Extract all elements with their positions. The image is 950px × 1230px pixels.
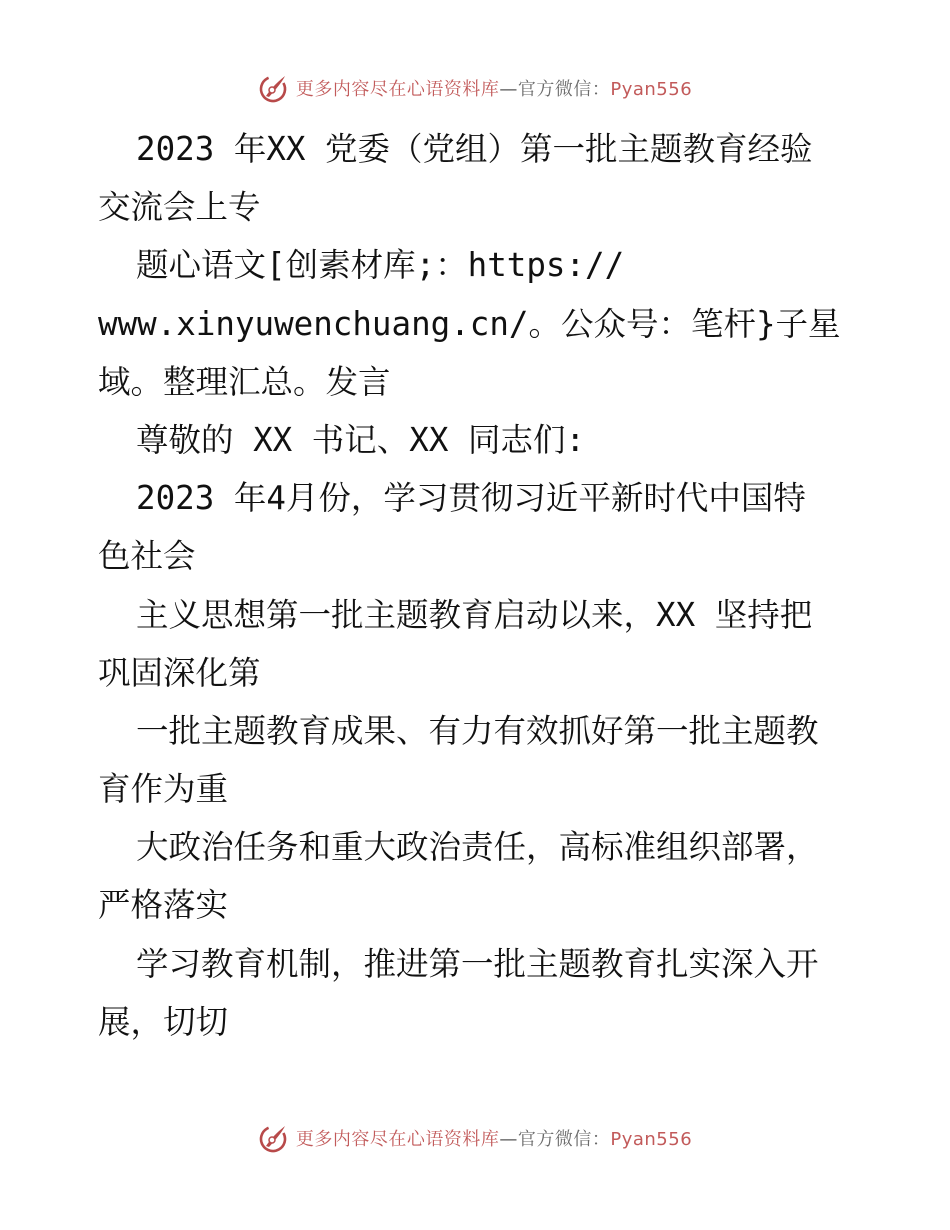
footer-official-label: 官方微信： xyxy=(517,1129,611,1150)
ink-brush-logo-icon xyxy=(258,1122,290,1154)
document-line: 一批主题教育成果、有力有效抓好第一批主题教 xyxy=(136,711,819,750)
document-line: 交流会上专 xyxy=(98,188,261,227)
footer-wechat-id: Pyan556 xyxy=(610,1129,693,1150)
document-line: 主义思想第一批主题教育启动以来，XX 坚持把 xyxy=(136,595,813,634)
document-line: 题心语文[创素材库;：https:// xyxy=(136,246,625,285)
document-body xyxy=(98,120,868,1051)
document-line: 学习教育机制，推进第一批主题教育扎实深入开 xyxy=(136,944,819,983)
footer-brand-text: 更多内容尽在心语资料库 xyxy=(295,1129,500,1150)
ink-brush-logo-icon xyxy=(258,72,290,104)
header-wechat-id: Pyan556 xyxy=(610,79,693,100)
document-line: 2023 年4月份，学习贯彻习近平新时代中国特 xyxy=(136,479,806,518)
document-line: www.xinyuwenchuang.cn/。公众号：笔杆}子星 xyxy=(98,304,841,343)
header-dash: — xyxy=(499,79,518,100)
document-line: 色社会 xyxy=(98,537,196,576)
document-line: 巩固深化第 xyxy=(98,653,261,692)
header-official-label: 官方微信： xyxy=(517,79,611,100)
document-line: 大政治任务和重大政治责任，高标准组织部署， xyxy=(136,828,819,867)
document-line: 2023 年XX 党委（党组）第一批主题教育经验 xyxy=(136,130,813,168)
footer-dash: — xyxy=(499,1129,518,1150)
document-line: 尊敬的 XX 书记、XX 同志们: xyxy=(136,420,586,459)
header-banner[interactable] xyxy=(0,72,950,104)
document-line: 严格落实 xyxy=(98,886,229,925)
header-brand-text: 更多内容尽在心语资料库 xyxy=(295,79,500,100)
document-line: 展，切切 xyxy=(98,1002,229,1041)
footer-banner-text xyxy=(296,1125,692,1151)
footer-banner[interactable] xyxy=(0,1122,950,1154)
document-line: 育作为重 xyxy=(98,770,229,809)
header-banner-text xyxy=(296,75,692,101)
document-line: 域。整理汇总。发言 xyxy=(98,362,391,401)
